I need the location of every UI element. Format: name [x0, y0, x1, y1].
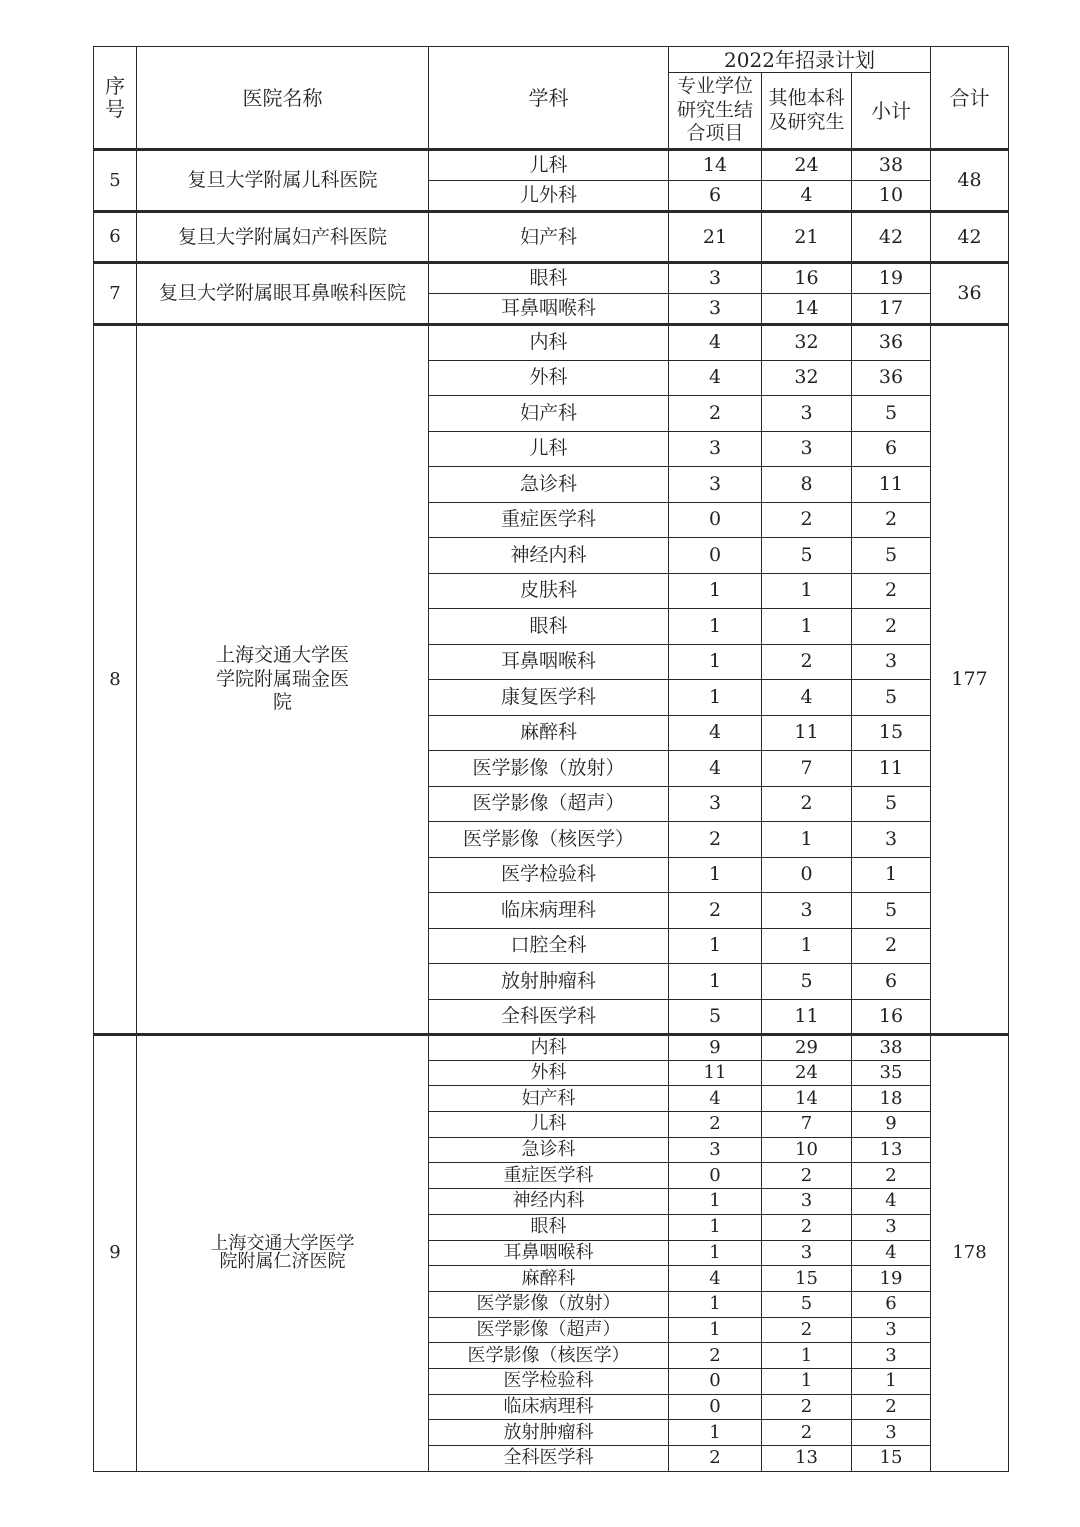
subject-cell: 外科	[429, 1060, 669, 1086]
other-count: 32	[762, 360, 852, 396]
subtotal-count: 13	[852, 1137, 931, 1163]
professional-count: 4	[669, 325, 762, 361]
other-count: 32	[762, 325, 852, 361]
other-count: 2	[762, 786, 852, 822]
subject-cell: 耳鼻咽喉科	[429, 294, 669, 325]
other-count: 2	[762, 1214, 852, 1240]
subtotal-count: 36	[852, 360, 931, 396]
other-count: 2	[762, 1317, 852, 1343]
subject-cell: 妇产科	[429, 1086, 669, 1112]
subtotal-count: 38	[852, 1035, 931, 1061]
subtotal-count: 1	[852, 857, 931, 893]
subject-cell: 重症医学科	[429, 1163, 669, 1189]
professional-count: 1	[669, 1189, 762, 1215]
professional-count: 1	[669, 857, 762, 893]
row-index: 6	[94, 212, 137, 263]
group-total: 178	[931, 1035, 1009, 1472]
table-row	[94, 1035, 1009, 1061]
other-count: 1	[762, 609, 852, 645]
professional-count: 3	[669, 467, 762, 503]
subject-cell: 眼科	[429, 263, 669, 294]
professional-count: 1	[669, 1291, 762, 1317]
subtotal-count: 3	[852, 644, 931, 680]
subtotal-count: 11	[852, 467, 931, 503]
subtotal-count: 2	[852, 1163, 931, 1189]
subject-cell: 急诊科	[429, 1137, 669, 1163]
professional-count: 0	[669, 1368, 762, 1394]
other-count: 2	[762, 1163, 852, 1189]
professional-count: 4	[669, 715, 762, 751]
subject-cell: 医学检验科	[429, 1368, 669, 1394]
table-row	[94, 150, 1009, 181]
hospital-name: 上海交通大学医学院附属瑞金医院	[137, 325, 429, 1035]
subject-cell: 重症医学科	[429, 502, 669, 538]
other-count: 3	[762, 1240, 852, 1266]
recruitment-plan-table	[93, 46, 1009, 1472]
subject-cell: 儿外科	[429, 181, 669, 212]
subject-cell: 神经内科	[429, 1189, 669, 1215]
header-subject: 学科	[429, 47, 669, 150]
professional-count: 3	[669, 1137, 762, 1163]
subtotal-count: 19	[852, 263, 931, 294]
subtotal-count: 3	[852, 1343, 931, 1369]
subtotal-count: 5	[852, 786, 931, 822]
professional-count: 4	[669, 751, 762, 787]
header-plan-group: 2022年招录计划	[669, 47, 931, 73]
other-count: 4	[762, 181, 852, 212]
table-row	[94, 263, 1009, 294]
subtotal-count: 6	[852, 431, 931, 467]
professional-count: 0	[669, 538, 762, 574]
row-index: 7	[94, 263, 137, 325]
subtotal-count: 5	[852, 893, 931, 929]
subtotal-count: 38	[852, 150, 931, 181]
professional-count: 4	[669, 1266, 762, 1292]
subject-cell: 医学影像（核医学）	[429, 1343, 669, 1369]
subject-cell: 临床病理科	[429, 1394, 669, 1420]
hospital-name: 上海交通大学医学院附属仁济医院	[137, 1035, 429, 1472]
other-count: 15	[762, 1266, 852, 1292]
table-row	[94, 212, 1009, 263]
subject-cell: 内科	[429, 1035, 669, 1061]
other-count: 5	[762, 538, 852, 574]
other-count: 2	[762, 1420, 852, 1446]
other-count: 1	[762, 822, 852, 858]
other-count: 14	[762, 294, 852, 325]
professional-count: 2	[669, 396, 762, 432]
subtotal-count: 2	[852, 1394, 931, 1420]
other-count: 3	[762, 396, 852, 432]
professional-count: 0	[669, 1163, 762, 1189]
subject-cell: 麻醉科	[429, 1266, 669, 1292]
professional-count: 0	[669, 1394, 762, 1420]
subject-cell: 医学检验科	[429, 857, 669, 893]
professional-count: 3	[669, 263, 762, 294]
other-count: 24	[762, 150, 852, 181]
subtotal-count: 16	[852, 999, 931, 1035]
subtotal-count: 2	[852, 928, 931, 964]
subtotal-count: 6	[852, 1291, 931, 1317]
professional-count: 1	[669, 644, 762, 680]
other-count: 2	[762, 1394, 852, 1420]
subtotal-count: 5	[852, 680, 931, 716]
other-count: 4	[762, 680, 852, 716]
subtotal-count: 2	[852, 573, 931, 609]
subtotal-count: 42	[852, 212, 931, 263]
other-count: 11	[762, 715, 852, 751]
subject-cell: 全科医学科	[429, 1446, 669, 1472]
professional-count: 0	[669, 502, 762, 538]
other-count: 1	[762, 1368, 852, 1394]
subject-cell: 口腔全科	[429, 928, 669, 964]
professional-count: 2	[669, 1343, 762, 1369]
professional-count: 2	[669, 1446, 762, 1472]
subtotal-count: 4	[852, 1189, 931, 1215]
subject-cell: 医学影像（放射）	[429, 1291, 669, 1317]
other-count: 10	[762, 1137, 852, 1163]
hospital-name: 复旦大学附属妇产科医院	[137, 212, 429, 263]
other-count: 11	[762, 999, 852, 1035]
professional-count: 6	[669, 181, 762, 212]
row-index: 5	[94, 150, 137, 212]
header-professional: 专业学位研究生结合项目	[669, 73, 762, 150]
subject-cell: 外科	[429, 360, 669, 396]
subject-cell: 放射肿瘤科	[429, 1420, 669, 1446]
subtotal-count: 10	[852, 181, 931, 212]
subject-cell: 临床病理科	[429, 893, 669, 929]
professional-count: 1	[669, 1317, 762, 1343]
other-count: 3	[762, 893, 852, 929]
professional-count: 1	[669, 928, 762, 964]
subtotal-count: 1	[852, 1368, 931, 1394]
subject-cell: 皮肤科	[429, 573, 669, 609]
professional-count: 1	[669, 964, 762, 1000]
subtotal-count: 3	[852, 1214, 931, 1240]
header-other: 其他本科及研究生	[762, 73, 852, 150]
other-count: 3	[762, 431, 852, 467]
subtotal-count: 2	[852, 502, 931, 538]
subject-cell: 儿科	[429, 150, 669, 181]
professional-count: 1	[669, 680, 762, 716]
subject-cell: 神经内科	[429, 538, 669, 574]
subtotal-count: 6	[852, 964, 931, 1000]
subtotal-count: 2	[852, 609, 931, 645]
professional-count: 14	[669, 150, 762, 181]
professional-count: 1	[669, 573, 762, 609]
other-count: 3	[762, 1189, 852, 1215]
other-count: 7	[762, 751, 852, 787]
subtotal-count: 15	[852, 715, 931, 751]
subject-cell: 内科	[429, 325, 669, 361]
other-count: 21	[762, 212, 852, 263]
professional-count: 11	[669, 1060, 762, 1086]
professional-count: 5	[669, 999, 762, 1035]
table-row	[94, 325, 1009, 361]
other-count: 2	[762, 502, 852, 538]
subject-cell: 儿科	[429, 1112, 669, 1138]
subject-cell: 康复医学科	[429, 680, 669, 716]
subject-cell: 麻醉科	[429, 715, 669, 751]
row-index: 8	[94, 325, 137, 1035]
subject-cell: 儿科	[429, 431, 669, 467]
other-count: 7	[762, 1112, 852, 1138]
professional-count: 2	[669, 1112, 762, 1138]
subtotal-count: 9	[852, 1112, 931, 1138]
subtotal-count: 3	[852, 1317, 931, 1343]
other-count: 14	[762, 1086, 852, 1112]
subject-cell: 医学影像（超声）	[429, 786, 669, 822]
subtotal-count: 5	[852, 538, 931, 574]
subject-cell: 医学影像（核医学）	[429, 822, 669, 858]
professional-count: 3	[669, 786, 762, 822]
professional-count: 1	[669, 1240, 762, 1266]
subject-cell: 耳鼻咽喉科	[429, 1240, 669, 1266]
subtotal-count: 3	[852, 1420, 931, 1446]
subtotal-count: 3	[852, 822, 931, 858]
professional-count: 3	[669, 294, 762, 325]
subject-cell: 医学影像（超声）	[429, 1317, 669, 1343]
header-index	[94, 47, 137, 150]
other-count: 2	[762, 644, 852, 680]
subject-cell: 眼科	[429, 609, 669, 645]
professional-count: 1	[669, 1420, 762, 1446]
subject-cell: 眼科	[429, 1214, 669, 1240]
other-count: 29	[762, 1035, 852, 1061]
row-index: 9	[94, 1035, 137, 1472]
subject-cell: 全科医学科	[429, 999, 669, 1035]
hospital-name: 复旦大学附属儿科医院	[137, 150, 429, 212]
group-total: 177	[931, 325, 1009, 1035]
subtotal-count: 4	[852, 1240, 931, 1266]
subject-cell: 妇产科	[429, 212, 669, 263]
other-count: 1	[762, 1343, 852, 1369]
subtotal-count: 11	[852, 751, 931, 787]
subtotal-count: 36	[852, 325, 931, 361]
other-count: 0	[762, 857, 852, 893]
subtotal-count: 17	[852, 294, 931, 325]
subject-cell: 医学影像（放射）	[429, 751, 669, 787]
professional-count: 2	[669, 893, 762, 929]
other-count: 13	[762, 1446, 852, 1472]
hospital-name: 复旦大学附属眼耳鼻喉科医院	[137, 263, 429, 325]
professional-count: 3	[669, 431, 762, 467]
other-count: 16	[762, 263, 852, 294]
professional-count: 1	[669, 1214, 762, 1240]
subtotal-count: 19	[852, 1266, 931, 1292]
group-total: 48	[931, 150, 1009, 212]
subject-cell: 耳鼻咽喉科	[429, 644, 669, 680]
other-count: 1	[762, 928, 852, 964]
professional-count: 1	[669, 609, 762, 645]
professional-count: 21	[669, 212, 762, 263]
header-index-label: 序 号	[105, 73, 125, 121]
subject-cell: 急诊科	[429, 467, 669, 503]
professional-count: 2	[669, 822, 762, 858]
subtotal-count: 15	[852, 1446, 931, 1472]
group-total: 36	[931, 263, 1009, 325]
other-count: 1	[762, 573, 852, 609]
professional-count: 9	[669, 1035, 762, 1061]
group-total: 42	[931, 212, 1009, 263]
professional-count: 4	[669, 1086, 762, 1112]
other-count: 24	[762, 1060, 852, 1086]
header-subtotal: 小计	[852, 73, 931, 150]
subtotal-count: 5	[852, 396, 931, 432]
other-count: 8	[762, 467, 852, 503]
header-total: 合计	[931, 47, 1009, 150]
other-count: 5	[762, 1291, 852, 1317]
header-hospital: 医院名称	[137, 47, 429, 150]
other-count: 5	[762, 964, 852, 1000]
subtotal-count: 35	[852, 1060, 931, 1086]
professional-count: 4	[669, 360, 762, 396]
subject-cell: 妇产科	[429, 396, 669, 432]
subtotal-count: 18	[852, 1086, 931, 1112]
subject-cell: 放射肿瘤科	[429, 964, 669, 1000]
